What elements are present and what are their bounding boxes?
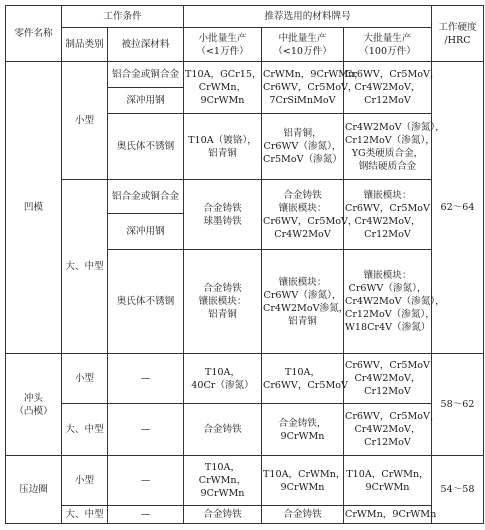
material-stainless: 奥氏体不锈钢: [108, 114, 184, 180]
size-punch-small: 小型: [62, 354, 108, 404]
hardness-blank-holder: 54～58: [432, 456, 484, 524]
header-category: 制品类别: [62, 28, 108, 62]
material-al-cu-2: 铝合金或铜合金: [108, 180, 184, 214]
material-punch-lm: —: [108, 404, 184, 456]
hardness-die: 62～64: [432, 62, 484, 354]
material-al-cu: 铝合金或铜合金: [108, 62, 184, 88]
cell-die-small-st-large: Cr4W2MoV（渗氮）， Cr12MoV（渗氮）， YG类硬质合金， 钢结硬质合金: [344, 114, 432, 180]
material-bh-small: —: [108, 456, 184, 506]
header-large-batch: 大批量生产 （100万件）: [344, 28, 432, 62]
cell-die-small-st-small: T10A（镀铬）， 铝青铜: [184, 114, 262, 180]
cell-bh-lm-mid: 合金铸铁: [262, 506, 344, 524]
cell-bh-small-mid: T10A，CrWMn， 9CrWMn: [262, 456, 344, 506]
cell-die-lm-upper-small: 合金铸铁 球墨铸铁: [184, 180, 262, 250]
material-deep-steel-2: 深冲用钢: [108, 214, 184, 250]
header-material-drawn: 被拉深材料: [108, 28, 184, 62]
part-die: 凹模: [6, 62, 62, 354]
cell-die-lm-upper-mid: 合金铸铁 镶嵌模块： Cr6WV，Cr5MoV， Cr4W2MoV: [262, 180, 344, 250]
size-punch-large-medium: 大、中型: [62, 404, 108, 456]
size-bh-small: 小型: [62, 456, 108, 506]
header-conditions: 工作条件: [62, 6, 184, 28]
header-mid-batch: 中批量生产 （<10万件）: [262, 28, 344, 62]
cell-punch-lm-small: 合金铸铁: [184, 404, 262, 456]
material-deep-steel: 深冲用钢: [108, 88, 184, 114]
header-recommended: 推荐选用的材料牌号: [184, 6, 432, 28]
part-blank-holder: 压边圈: [6, 456, 62, 524]
cell-punch-lm-mid: 合金铸铁， 9CrWMn: [262, 404, 344, 456]
cell-die-small-alcu-large: Cr6WV，Cr5MoV， Cr4W2MoV， Cr12MoV: [344, 62, 432, 114]
cell-punch-lm-large: Cr6WV，Cr5MoV， Cr4W2MoV， Cr12MoV: [344, 404, 432, 456]
material-bh-lm: —: [108, 506, 184, 524]
cell-bh-small-large: T10A，CrWMn， 9CrWMn: [344, 456, 432, 506]
cell-bh-small-small: T10A， CrWMn， 9CrWMn: [184, 456, 262, 506]
header-small-batch: 小批量生产 （<1万件）: [184, 28, 262, 62]
size-die-large-medium: 大、中型: [62, 180, 108, 354]
part-punch: 冲头 （凸模）: [6, 354, 62, 456]
material-stainless-2: 奥氏体不锈钢: [108, 250, 184, 354]
cell-die-lm-st-small: 合金铸铁 镶嵌模块： 铝青铜: [184, 250, 262, 354]
cell-punch-small-large: Cr6WV，Cr5MoV Cr4W2MoV， Cr12MoV: [344, 354, 432, 404]
cell-bh-lm-small: 合金铸铁: [184, 506, 262, 524]
header-part-name: 零件名称: [6, 6, 62, 62]
cell-die-lm-upper-large: 镶嵌模块： Cr6WV，Cr5MoV Cr4W2MoV， Cr12MoV: [344, 180, 432, 250]
header-hardness: 工作硬度 /HRC: [432, 6, 484, 62]
hardness-punch: 58～62: [432, 354, 484, 456]
cell-bh-lm-large: CrWMn，9CrWMn: [344, 506, 432, 524]
cell-die-small-alcu-small: T10A，GCr15， CrWMn， 9CrWMn: [184, 62, 262, 114]
cell-die-lm-st-mid: 镶嵌模块： Cr6WV（渗氮）， Cr4W2MoV渗氮， 铝青铜: [262, 250, 344, 354]
material-punch-small: —: [108, 354, 184, 404]
size-die-small: 小型: [62, 62, 108, 180]
cell-die-small-st-mid: 铝青铜， Cr6WV（渗氮）， Cr5MoV（渗氮）: [262, 114, 344, 180]
size-bh-large-medium: 大、中型: [62, 506, 108, 524]
cell-die-small-alcu-mid: CrWMn，9CrWMn， Cr6WV，Cr5MoV， 7CrSiMnMoV: [262, 62, 344, 114]
cell-die-lm-st-large: 镶嵌模块： Cr6WV（渗氮）， Cr4W2MoV（渗氮）， Cr12MoV（渗氮）， W18Cr4V（渗氮）: [344, 250, 432, 354]
cell-punch-small-small: T10A， 40Cr（渗氮）: [184, 354, 262, 404]
die-material-table: [5, 5, 484, 524]
cell-punch-small-mid: T10A， Cr6WV，Cr5MoV: [262, 354, 344, 404]
